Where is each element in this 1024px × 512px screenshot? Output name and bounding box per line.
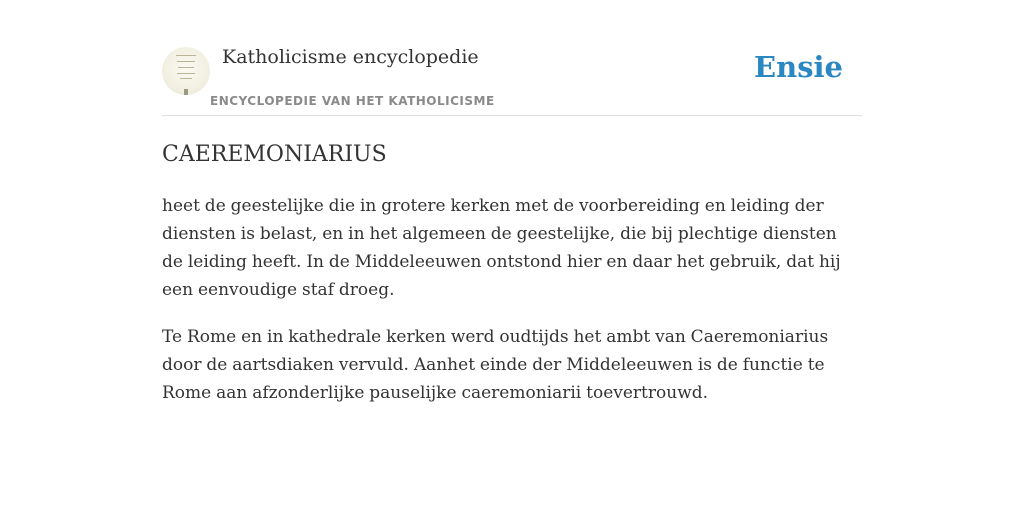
cover-detail — [180, 78, 192, 79]
entry-paragraph: heet de geestelijke die in grotere kerken met de voorbereiding en leiding der diensten is belast, en in het algemeen de geestelijke, die bij plechtige diensten de leiding heeft. In de Middeleeuwen ontstond hier en daar het gebruik, dat hij een eenvoudige staf droeg. — [162, 196, 841, 300]
book-title-link[interactable]: Katholicisme encyclopedie — [222, 46, 479, 68]
brand-logo-link[interactable]: Ensie — [754, 50, 843, 84]
book-subtitle: ENCYCLOPEDIE VAN HET KATHOLICISME — [210, 94, 495, 108]
entry-body — [162, 192, 862, 407]
content-container — [162, 0, 862, 426]
cover-detail — [177, 61, 195, 62]
cover-detail — [176, 55, 196, 56]
entry-title: CAEREMONIARIUS — [162, 142, 387, 167]
cover-detail — [184, 89, 188, 95]
header — [162, 0, 862, 116]
entry — [162, 142, 862, 407]
book-cover-image[interactable] — [162, 47, 210, 95]
cover-detail — [177, 73, 195, 74]
entry-paragraph: Te Rome en in kathedrale kerken werd oudtijds het ambt van Caeremoniarius door de aartsdiaken vervuld. Aanhet einde der Middeleeuwen is de functie te Rome aan afzonderlijke pauselijke caeremoniarii toevertrouwd. — [162, 327, 829, 403]
cover-detail — [178, 67, 194, 68]
